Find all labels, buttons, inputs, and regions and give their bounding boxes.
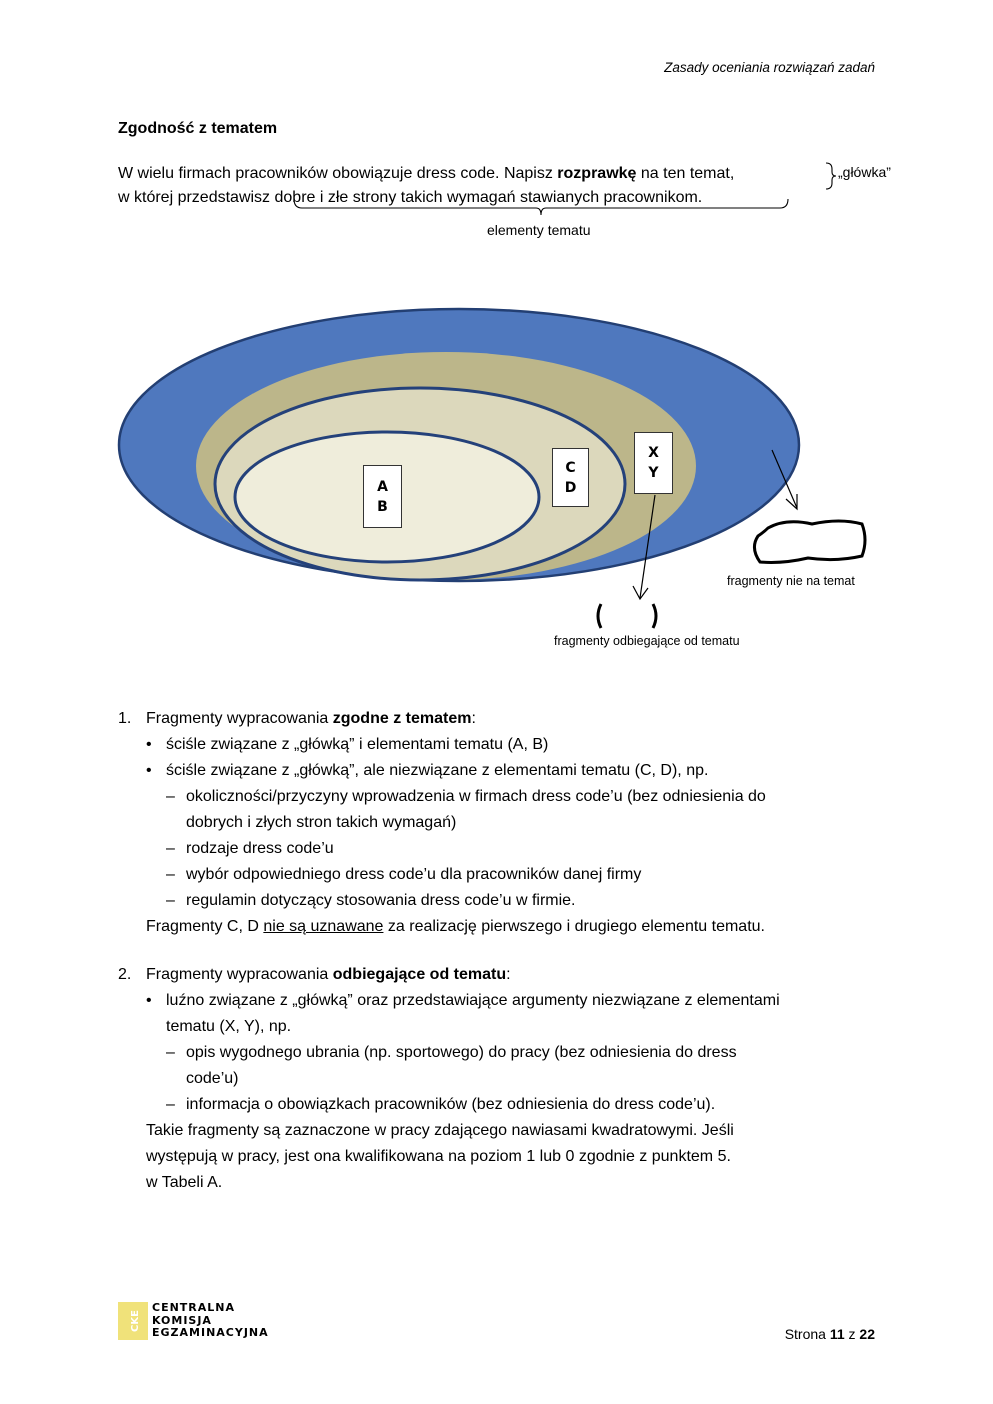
list1-bullet1: ściśle związane z „główką” i elementami tematu (A, B): [166, 736, 549, 753]
list1-dash1-line2: dobrych i złych stron takich wymagań): [186, 814, 457, 831]
page-current: 11: [829, 1326, 845, 1342]
box-xy-x: X: [648, 445, 659, 461]
list2-note-line3: w Tabeli A.: [146, 1174, 223, 1191]
bullet-icon: •: [146, 736, 152, 753]
list2-dash2: informacja o obowiązkach pracowników (bez odniesienia do dress code’u).: [186, 1096, 716, 1113]
list1-number: 1.: [118, 710, 132, 727]
list-item: [118, 862, 873, 888]
logo-line-2: KOMISJA: [152, 1313, 212, 1327]
page-total: 22: [859, 1326, 875, 1342]
list1-note: [118, 914, 873, 940]
list1-note-underlined: nie są uznawane: [263, 918, 384, 935]
section-title: Zgodność z tematem: [118, 120, 278, 137]
cke-logo-icon: [118, 1302, 148, 1340]
list1-bullet2: ściśle związane z „główką”, ale niezwiązane z elementami tematu (C, D), np.: [166, 762, 709, 779]
box-cd-c: C: [565, 459, 576, 476]
list2-dash1-line1: opis wygodnego ubrania (np. sportowego) do pracy (bez odniesienia do dress: [186, 1044, 737, 1061]
list1-head-a: Fragmenty wypracowania: [146, 710, 333, 727]
list2-head-bold: odbiegające od tematu: [332, 966, 507, 983]
topic-line2-b: dobre i złe strony takich wymagań stawianych pracownikom.: [270, 189, 703, 206]
bullet-icon: •: [146, 992, 152, 1009]
list-item: [118, 836, 873, 862]
page-prefix: Strona: [784, 1326, 830, 1342]
list2-bullet1-line2: tematu (X, Y), np.: [166, 1018, 292, 1035]
list-item: [118, 1092, 873, 1118]
topic-line1-bold: rozprawkę: [557, 165, 637, 182]
topic-line2-a: w której przedstawisz: [118, 189, 271, 206]
list1-dash4: regulamin dotyczący stosowania dress code’u w firmie.: [186, 892, 576, 909]
glowka-brace: [826, 163, 836, 189]
elements-brace: [294, 199, 788, 215]
box-cd: [552, 448, 589, 507]
list2-note-line1: Takie fragmenty są zaznaczone w pracy zdającego nawiasami kwadratowymi. Jeśli: [146, 1122, 734, 1139]
list1-note-a: Fragmenty C, D: [146, 918, 264, 935]
page-separator: z: [844, 1326, 860, 1342]
cke-logo: [118, 1302, 288, 1342]
list1-head-bold: zgodne z tematem: [332, 710, 472, 727]
box-ab-a: A: [377, 478, 388, 495]
label-not-on-topic: fragmenty nie na temat: [727, 574, 855, 588]
dash-icon: –: [166, 1044, 175, 1061]
glowka-label: „główka”: [838, 164, 891, 180]
outside-blob: [754, 521, 865, 563]
cke-logo-text: [152, 1302, 269, 1340]
list2-heading: [118, 962, 873, 988]
running-header: Zasady oceniania rozwiązań zadań: [664, 60, 875, 75]
page-number: [785, 1326, 875, 1342]
list2-dash1-line2: code’u): [186, 1070, 239, 1087]
list2-head-a: Fragmenty wypracowania: [146, 966, 333, 983]
logo-line-3: EGZAMINACYJNA: [152, 1326, 269, 1339]
cke-logo-badge-text: CKE: [130, 1310, 141, 1332]
box-xy-y: Y: [648, 465, 659, 481]
list-item: [118, 784, 873, 836]
label-off-topic: fragmenty odbiegające od tematu: [554, 634, 740, 648]
dash-icon: –: [166, 1096, 175, 1113]
elements-label: elementy tematu: [487, 222, 591, 238]
dash-icon: –: [166, 840, 175, 857]
dash-icon: –: [166, 866, 175, 883]
list1-heading: [118, 706, 873, 732]
list1-dash1-line1: okoliczności/przyczyny wprowadzenia w firmach dress code’u (bez odniesienia do: [186, 788, 766, 805]
dash-icon: –: [166, 892, 175, 909]
list1-dash2: rodzaje dress code’u: [186, 840, 334, 857]
bracket-left: [598, 604, 601, 628]
box-cd-d: D: [564, 479, 577, 496]
dash-icon: –: [166, 788, 175, 805]
list2-note-line2: występują w pracy, jest ona kwalifikowana na poziom 1 lub 0 zgodnie z punktem 5.: [146, 1148, 731, 1165]
list1-note-c: za realizację pierwszego i drugiego elementu tematu.: [383, 918, 765, 935]
bracket-right: [653, 604, 656, 628]
box-xy: [634, 432, 673, 494]
list-item: [118, 732, 873, 758]
box-ab-b: B: [377, 498, 388, 515]
list2-number: 2.: [118, 966, 132, 983]
box-ab: [363, 465, 402, 528]
list-item: [118, 1040, 873, 1092]
logo-line-1: CENTRALNA: [152, 1301, 236, 1314]
topic-line1-c: na ten temat,: [636, 165, 735, 182]
list2-note: [118, 1118, 873, 1196]
list-item: [118, 988, 873, 1040]
topic-diagram: [0, 0, 993, 700]
list-item: [118, 758, 873, 784]
list1-dash3: wybór odpowiedniego dress code’u dla pracowników danej firmy: [186, 866, 642, 883]
list2-bullet1-line1: luźno związane z „główką” oraz przedstawiające argumenty niezwiązane z elementami: [166, 992, 780, 1009]
list1-head-c: :: [471, 710, 476, 727]
bullet-icon: •: [146, 762, 152, 779]
list2-head-c: :: [506, 966, 511, 983]
topic-line1-a: W wielu firmach pracowników obowiązuje dress code. Napisz: [118, 165, 558, 182]
criteria-list: [118, 706, 873, 1196]
list-item: [118, 888, 873, 914]
